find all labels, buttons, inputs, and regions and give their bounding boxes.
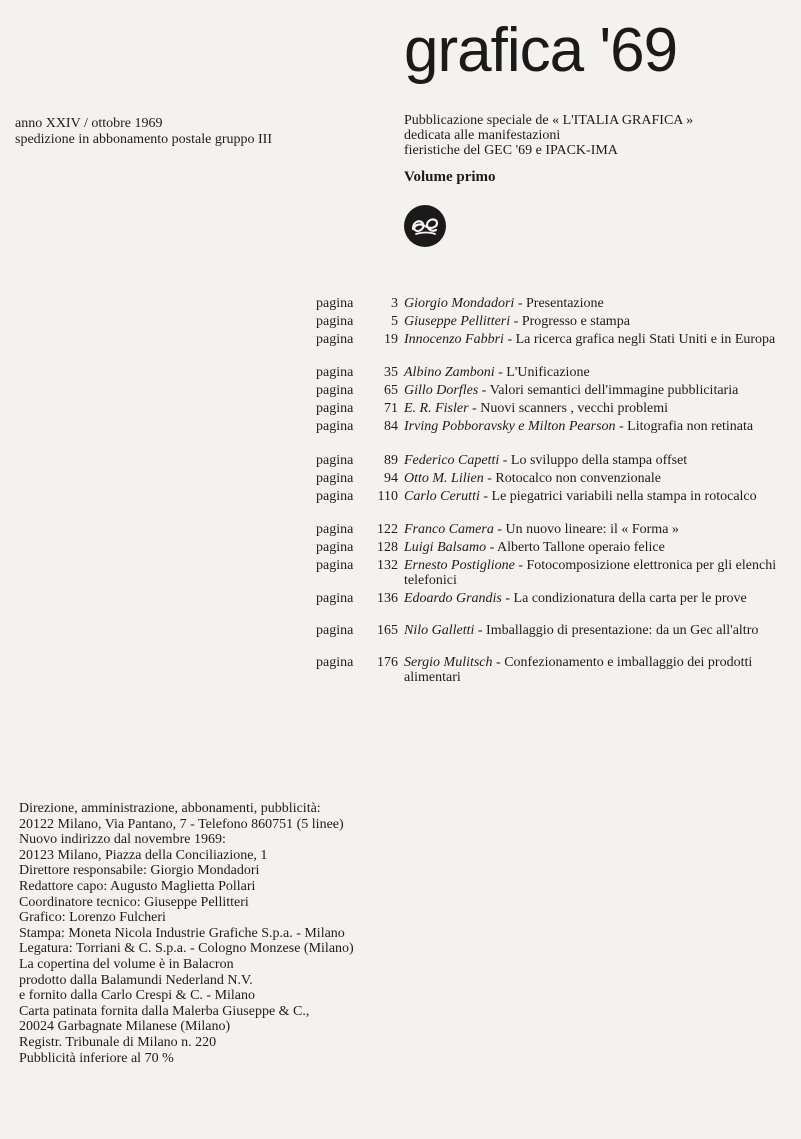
colophon-line: Direzione, amministrazione, abbonamenti, pubblicità: bbox=[19, 801, 321, 816]
toc-page-label: pagina bbox=[316, 655, 354, 670]
toc-entry bbox=[310, 591, 780, 606]
toc-page-label: pagina bbox=[316, 453, 354, 468]
toc-article bbox=[404, 489, 780, 504]
toc-page-number: 71 bbox=[384, 401, 398, 416]
toc-title: - Progresso e stampa bbox=[510, 314, 630, 329]
toc-entry bbox=[310, 453, 780, 468]
toc-entry bbox=[310, 383, 780, 398]
toc-page-number: 89 bbox=[384, 453, 398, 468]
toc-page-ref bbox=[310, 383, 404, 398]
toc-page-number: 19 bbox=[384, 332, 398, 347]
colophon-line: Stampa: Moneta Nicola Industrie Grafiche S.p.a. - Milano bbox=[19, 925, 345, 941]
colophon-line: Coordinatore tecnico: Giuseppe Pellitteri bbox=[19, 894, 249, 910]
toc-page-number: 65 bbox=[384, 383, 398, 398]
toc-title: - Litografia non retinata bbox=[615, 419, 754, 434]
toc-title: - Un nuovo lineare: il « Forma » bbox=[493, 522, 679, 537]
toc-entry bbox=[310, 332, 780, 347]
toc-title: - La condizionatura della carta per le prove bbox=[501, 591, 747, 606]
issue-info bbox=[15, 116, 272, 148]
toc-title: - Lo sviluppo della stampa offset bbox=[499, 453, 688, 468]
toc-author: Gillo Dorfles bbox=[404, 383, 479, 398]
toc-title: - L'Unificazione bbox=[494, 365, 590, 380]
colophon-line: prodotto dalla Balamundi Nederland N.V. bbox=[19, 972, 253, 988]
toc-title: - La ricerca grafica negli Stati Uniti e in Europa bbox=[503, 332, 776, 347]
toc-page-ref bbox=[310, 332, 404, 347]
toc-author: Innocenzo Fabbri bbox=[404, 332, 504, 347]
publication-line: fieristiche del GEC '69 e IPACK-IMA bbox=[404, 143, 618, 158]
toc-author: Giorgio Mondadori bbox=[404, 296, 515, 311]
toc-entry bbox=[310, 522, 780, 537]
toc-author: Sergio Mulitsch bbox=[404, 655, 493, 670]
toc-entry bbox=[310, 623, 780, 638]
toc-page-label: pagina bbox=[316, 332, 354, 347]
colophon-line: Carta patinata fornita dalla Malerba Giuseppe & C., bbox=[19, 1003, 310, 1019]
colophon-line: Direttore responsabile: Giorgio Mondadori bbox=[19, 863, 260, 879]
toc-author: Luigi Balsamo bbox=[404, 540, 487, 555]
colophon-line: Pubblicità inferiore al 70 % bbox=[19, 1050, 174, 1066]
toc-entry bbox=[310, 365, 780, 380]
postal-line: spedizione in abbonamento postale gruppo III bbox=[15, 132, 272, 147]
toc-title: - Le piegatrici variabili nella stampa in rotocalco bbox=[479, 489, 757, 504]
toc-article bbox=[404, 332, 780, 347]
toc-page-label: pagina bbox=[316, 383, 354, 398]
toc-page-label: pagina bbox=[316, 419, 354, 434]
toc-page-ref bbox=[310, 522, 404, 537]
toc-title: - Rotocalco non convenzionale bbox=[483, 471, 662, 486]
toc-page-number: 35 bbox=[384, 365, 398, 380]
toc-page-number: 136 bbox=[377, 591, 398, 606]
toc-article bbox=[404, 591, 780, 606]
publication-line: dedicata alle manifestazioni bbox=[404, 128, 561, 143]
toc-author: Albino Zamboni bbox=[404, 365, 495, 380]
toc-page-number: 122 bbox=[377, 522, 398, 537]
toc-page-number: 176 bbox=[377, 655, 398, 670]
toc-page-ref bbox=[310, 453, 404, 468]
toc-page-label: pagina bbox=[316, 296, 354, 311]
toc-page-number: 84 bbox=[384, 419, 398, 434]
toc-page-number: 94 bbox=[384, 471, 398, 486]
toc-author: Carlo Cerutti bbox=[404, 489, 480, 504]
publisher-monogram-icon bbox=[404, 205, 446, 247]
toc-article bbox=[404, 453, 780, 468]
toc-title: - Fotocomposizione elettronica per gli elenchi telefonici bbox=[404, 558, 777, 588]
issue-line: anno XXIV / ottobre 1969 bbox=[15, 116, 163, 131]
toc-entry bbox=[310, 540, 780, 555]
toc-page-number: 110 bbox=[377, 489, 398, 504]
toc-title: - Imballaggio di presentazione: da un Gec all'altro bbox=[474, 623, 759, 638]
toc-page-label: pagina bbox=[316, 522, 354, 537]
toc-author: Ernesto Postiglione bbox=[404, 558, 515, 573]
toc-article bbox=[404, 314, 780, 329]
colophon-line: 20122 Milano, Via Pantano, 7 - Telefono 860751 (5 linee) bbox=[19, 816, 344, 832]
toc-title: - Confezionamento e imballaggio dei prodotti alimentari bbox=[404, 655, 753, 685]
toc-page-label: pagina bbox=[316, 540, 354, 555]
toc-page-label: pagina bbox=[316, 401, 354, 416]
toc-article bbox=[404, 401, 780, 416]
toc-page-ref bbox=[310, 365, 404, 380]
toc-page-ref bbox=[310, 401, 404, 416]
toc-article bbox=[404, 558, 780, 588]
toc-article bbox=[404, 540, 780, 555]
toc-article bbox=[404, 419, 780, 434]
toc-author: Franco Camera bbox=[404, 522, 494, 537]
toc-page-number: 5 bbox=[391, 314, 398, 329]
toc-entry bbox=[310, 314, 780, 329]
toc-entry bbox=[310, 655, 780, 685]
toc-entry bbox=[310, 471, 780, 486]
publication-note bbox=[404, 113, 693, 158]
toc-page-ref bbox=[310, 471, 404, 486]
toc-page-label: pagina bbox=[316, 314, 354, 329]
toc-author: Irving Pobboravsky e Milton Pearson bbox=[404, 419, 616, 434]
toc-article bbox=[404, 365, 780, 380]
toc-author: Edoardo Grandis bbox=[404, 591, 502, 606]
toc-page-label: pagina bbox=[316, 623, 354, 638]
toc-article bbox=[404, 471, 780, 486]
toc-entry bbox=[310, 401, 780, 416]
toc-title: - Valori semantici dell'immagine pubblicitaria bbox=[478, 383, 739, 398]
colophon-line: Legatura: Torriani & C. S.p.a. - Cologno Monzese (Milano) bbox=[19, 941, 354, 957]
toc-title: - Alberto Tallone operaio felice bbox=[486, 540, 665, 555]
toc-page-label: pagina bbox=[316, 591, 354, 606]
colophon-line: Grafico: Lorenzo Fulcheri bbox=[19, 910, 166, 926]
toc-article bbox=[404, 383, 780, 398]
toc-entry bbox=[310, 489, 780, 504]
toc-page-label: pagina bbox=[316, 471, 354, 486]
volume-label: Volume primo bbox=[404, 169, 496, 185]
colophon-line: La copertina del volume è in Balacron bbox=[19, 956, 234, 972]
toc-page-label: pagina bbox=[316, 558, 354, 573]
toc-article bbox=[404, 655, 780, 685]
toc-page-ref bbox=[310, 655, 404, 685]
colophon bbox=[19, 801, 354, 1066]
toc-article bbox=[404, 522, 780, 537]
toc-title: - Nuovi scanners , vecchi problemi bbox=[468, 401, 668, 416]
toc-author: E. R. Fisler bbox=[404, 401, 469, 416]
toc-entry bbox=[310, 419, 780, 434]
toc-author: Otto M. Lilien bbox=[404, 471, 484, 486]
colophon-line: 20024 Garbagnate Milanese (Milano) bbox=[19, 1019, 231, 1035]
colophon-line: e fornito dalla Carlo Crespi & C. - Milano bbox=[19, 988, 256, 1004]
colophon-line: Registr. Tribunale di Milano n. 220 bbox=[19, 1034, 217, 1050]
toc-page-number: 165 bbox=[377, 623, 398, 638]
toc-page-ref bbox=[310, 558, 404, 588]
toc-author: Nilo Galletti bbox=[404, 623, 475, 638]
publication-line: Pubblicazione speciale de « L'ITALIA GRAFICA » bbox=[404, 113, 694, 128]
toc-page-number: 128 bbox=[377, 540, 398, 555]
toc-article bbox=[404, 623, 780, 638]
masthead-title: grafica '69 bbox=[404, 16, 678, 85]
toc-article bbox=[404, 296, 780, 311]
toc-title: - Presentazione bbox=[514, 296, 604, 311]
toc-page-label: pagina bbox=[316, 489, 354, 504]
toc-page-number: 3 bbox=[391, 296, 398, 311]
toc-page-ref bbox=[310, 591, 404, 606]
toc-author: Federico Capetti bbox=[404, 453, 500, 468]
toc-page-ref bbox=[310, 623, 404, 638]
toc-page-ref bbox=[310, 314, 404, 329]
toc-author: Giuseppe Pellitteri bbox=[404, 314, 511, 329]
colophon-line: Nuovo indirizzo dal novembre 1969: bbox=[19, 832, 226, 848]
toc-entry bbox=[310, 558, 780, 588]
colophon-line: 20123 Milano, Piazza della Conciliazione, 1 bbox=[19, 847, 268, 863]
toc-page-ref bbox=[310, 540, 404, 555]
toc-page-ref bbox=[310, 419, 404, 434]
toc-page-ref bbox=[310, 296, 404, 311]
toc-page-number: 132 bbox=[377, 558, 398, 573]
colophon-line: Redattore capo: Augusto Maglietta Pollari bbox=[19, 878, 256, 894]
toc-entry bbox=[310, 296, 780, 311]
toc-page-label: pagina bbox=[316, 365, 354, 380]
toc-page-ref bbox=[310, 489, 404, 504]
